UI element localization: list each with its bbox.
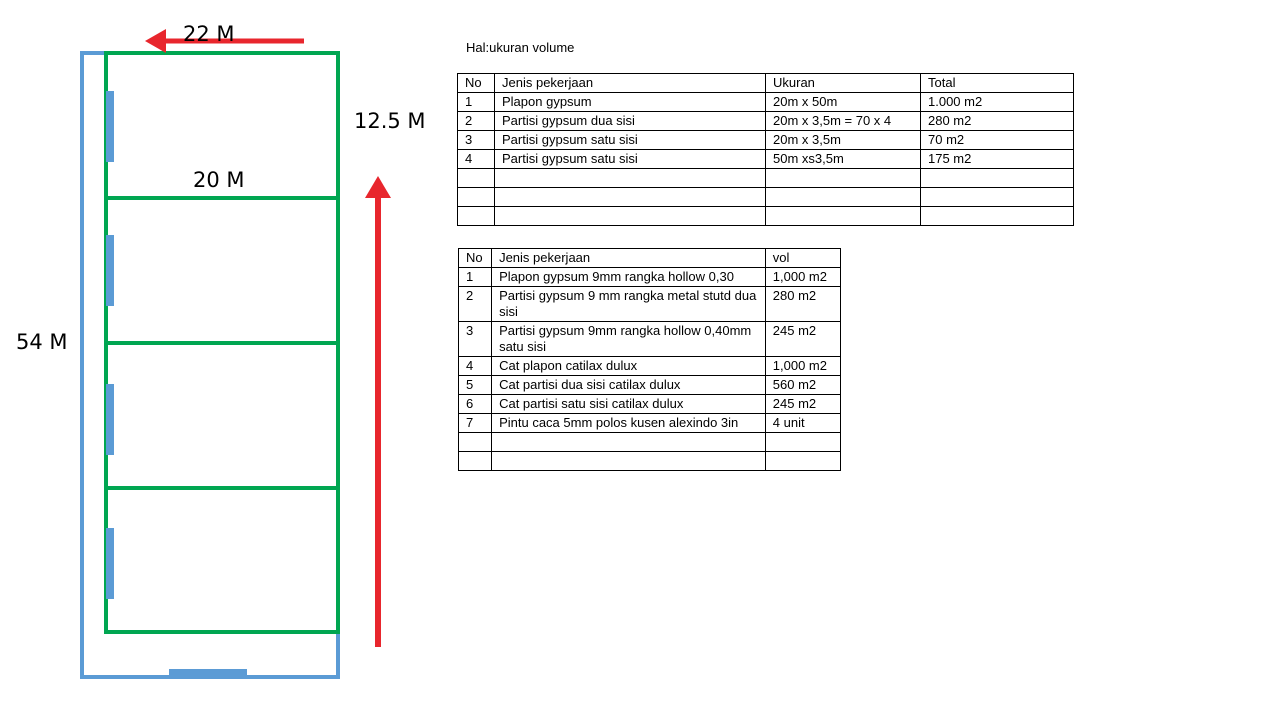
top-arrow-head: [145, 29, 166, 53]
table-cell: [766, 188, 921, 207]
table-row: [458, 207, 1074, 226]
table-cell: 245 m2: [765, 322, 840, 357]
table-cell: Partisi gypsum 9 mm rangka metal stutd dua sisi: [492, 287, 766, 322]
table-cell: [495, 169, 766, 188]
table-row: [459, 268, 841, 287]
table-cell: Pintu caca 5mm polos kusen alexindo 3in: [492, 414, 766, 433]
table-cell: [921, 169, 1074, 188]
room-3: [106, 343, 338, 488]
table-row: [459, 376, 841, 395]
table-cell: [458, 169, 495, 188]
table-cell: 5: [459, 376, 492, 395]
column-header: Total: [921, 74, 1074, 93]
table-cell: [765, 452, 840, 471]
table-cell: [921, 207, 1074, 226]
table-cell: [495, 188, 766, 207]
table-header-row: [458, 74, 1074, 93]
table-cell: [766, 207, 921, 226]
table-cell: [458, 188, 495, 207]
table-cell: Cat partisi dua sisi catilax dulux: [492, 376, 766, 395]
volume-table: [457, 73, 1074, 226]
building-outline: [82, 53, 338, 677]
table-row: [458, 131, 1074, 150]
table-cell: 2: [458, 112, 495, 131]
room-4-door: [106, 528, 114, 599]
right-arrow-head: [365, 176, 391, 198]
table-cell: [766, 169, 921, 188]
work-volume-table: [458, 248, 841, 471]
table-row: [459, 414, 841, 433]
table-cell: 20m x 3,5m: [766, 131, 921, 150]
table-header-row: [459, 249, 841, 268]
table-cell: 1: [459, 268, 492, 287]
table-cell: 3: [458, 131, 495, 150]
table-cell: 1.000 m2: [921, 93, 1074, 112]
table-cell: Partisi gypsum satu sisi: [495, 150, 766, 169]
table-cell: 70 m2: [921, 131, 1074, 150]
column-header: Ukuran: [766, 74, 921, 93]
table-cell: 280 m2: [765, 287, 840, 322]
table-cell: [492, 433, 766, 452]
table-row: [458, 150, 1074, 169]
room-3-door: [106, 384, 114, 455]
table-cell: [765, 433, 840, 452]
room-1-door: [106, 91, 114, 162]
room-4: [106, 488, 338, 632]
table-cell: 175 m2: [921, 150, 1074, 169]
table-cell: Plapon gypsum 9mm rangka hollow 0,30: [492, 268, 766, 287]
table-cell: 1,000 m2: [765, 357, 840, 376]
label-room-width: 20 M: [193, 168, 245, 192]
table-cell: Partisi gypsum satu sisi: [495, 131, 766, 150]
table-row: [459, 287, 841, 322]
table-cell: 6: [459, 395, 492, 414]
column-header: Jenis pekerjaan: [492, 249, 766, 268]
label-room-height: 12.5 M: [354, 109, 426, 133]
table-cell: 245 m2: [765, 395, 840, 414]
table-cell: Partisi gypsum 9mm rangka hollow 0,40mm satu sisi: [492, 322, 766, 357]
column-header: Jenis pekerjaan: [495, 74, 766, 93]
table-cell: 560 m2: [765, 376, 840, 395]
table-cell: 7: [459, 414, 492, 433]
table-cell: 1: [458, 93, 495, 112]
table-cell: 4 unit: [765, 414, 840, 433]
table-cell: 20m x 50m: [766, 93, 921, 112]
table-cell: 3: [459, 322, 492, 357]
table-row: [459, 433, 841, 452]
table-cell: 50m xs3,5m: [766, 150, 921, 169]
table-cell: [921, 188, 1074, 207]
table-cell: [459, 452, 492, 471]
table-cell: [459, 433, 492, 452]
table-cell: Cat partisi satu sisi catilax dulux: [492, 395, 766, 414]
table-row: [459, 322, 841, 357]
table-cell: 20m x 3,5m = 70 x 4: [766, 112, 921, 131]
room-2-door: [106, 235, 114, 306]
column-header: No: [459, 249, 492, 268]
table-row: [458, 169, 1074, 188]
label-width-top: 22 M: [183, 22, 235, 46]
floor-plan-diagram: [0, 0, 440, 700]
label-total-length: 54 M: [16, 330, 68, 354]
column-header: vol: [765, 249, 840, 268]
table-cell: 1,000 m2: [765, 268, 840, 287]
table-cell: 2: [459, 287, 492, 322]
column-header: No: [458, 74, 495, 93]
page-heading: Hal:ukuran volume: [466, 40, 575, 55]
table-row: [458, 93, 1074, 112]
table-cell: 4: [458, 150, 495, 169]
table-cell: [495, 207, 766, 226]
table-row: [458, 112, 1074, 131]
table-cell: 4: [459, 357, 492, 376]
table-row: [459, 357, 841, 376]
table-cell: 280 m2: [921, 112, 1074, 131]
table-row: [459, 452, 841, 471]
table-row: [459, 395, 841, 414]
table-cell: Plapon gypsum: [495, 93, 766, 112]
table-cell: [492, 452, 766, 471]
table-cell: Cat plapon catilax dulux: [492, 357, 766, 376]
table-row: [458, 188, 1074, 207]
table-cell: [458, 207, 495, 226]
entrance-door: [169, 669, 247, 677]
table-cell: Partisi gypsum dua sisi: [495, 112, 766, 131]
room-2: [106, 198, 338, 343]
